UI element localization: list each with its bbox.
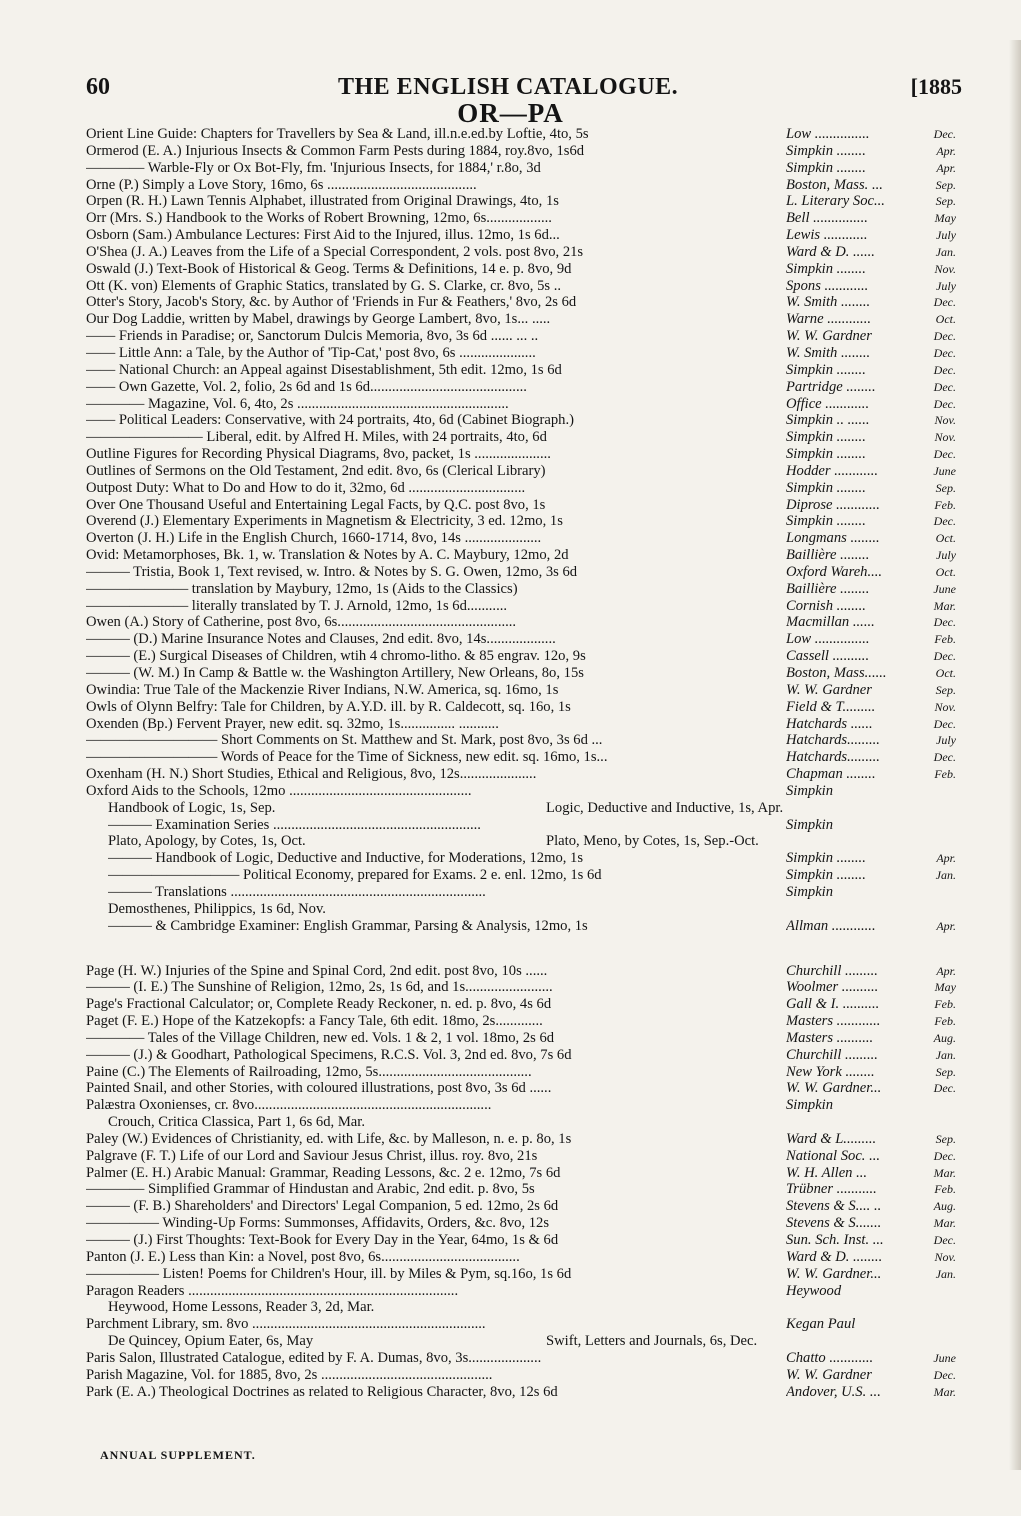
catalogue-entry bbox=[86, 1165, 958, 1182]
entry-title: Oswald (J.) Text-Book of Historical & Geog. Terms & Definitions, 14 e. p. 8vo, 9d bbox=[86, 260, 572, 277]
series-subentry bbox=[86, 800, 958, 817]
entry-date: Dec. bbox=[933, 615, 956, 630]
catalogue-entry bbox=[86, 1215, 958, 1232]
entry-publisher: Masters ............ bbox=[786, 1013, 881, 1030]
entry-date: Apr. bbox=[936, 918, 956, 933]
entry-title: ——— (J.) & Goodhart, Pathological Specimens, R.C.S. Vol. 3, 2nd ed. 8vo, 7s 6d bbox=[86, 1046, 572, 1063]
entry-date: Dec. bbox=[933, 514, 956, 529]
entry-title: —— Own Gazette, Vol. 2, folio, 2s 6d and 1s 6d........................................... bbox=[86, 378, 527, 395]
entry-date: Nov. bbox=[934, 1249, 956, 1264]
entry-title: ——— (E.) Surgical Diseases of Children, wtih 4 chromo-litho. & 85 engrav. 12o, 9s bbox=[86, 648, 586, 665]
catalogue-entry bbox=[86, 817, 958, 834]
entry-date: Feb. bbox=[934, 632, 956, 647]
catalogue-entry bbox=[86, 244, 958, 261]
entry-publisher: Office ............ bbox=[786, 395, 870, 412]
entry-publisher: Partridge ........ bbox=[786, 378, 876, 395]
entry-date: Sep. bbox=[935, 1064, 956, 1079]
catalogue-entry bbox=[86, 732, 958, 749]
entry-title: Palmer (E. H.) Arabic Manual: Grammar, Reading Lessons, &c. 2 e. 12mo, 7s 6d bbox=[86, 1164, 561, 1181]
series-subentry bbox=[86, 833, 958, 850]
entry-title: —— Political Leaders: Conservative, with 24 portraits, 4to, 6d (Cabinet Biograph.) bbox=[86, 412, 574, 429]
entry-title: ——— Examination Series ......................................................... bbox=[108, 816, 481, 833]
entry-publisher: W. Smith ........ bbox=[786, 344, 871, 361]
catalogue-entry bbox=[86, 996, 958, 1013]
entry-title: Ormerod (E. A.) Injurious Insects & Common Farm Pests during 1884, roy.8vo, 1s6d bbox=[86, 142, 585, 159]
catalogue-entry bbox=[86, 1064, 958, 1081]
subentry-left: Crouch, Critica Classica, Part 1, 6s 6d, Mar. bbox=[108, 1114, 365, 1131]
entry-date: July bbox=[936, 278, 956, 293]
catalogue-entry bbox=[86, 463, 958, 480]
entry-title: Outpost Duty: What to Do and How to do it, 32mo, 6d ................................ bbox=[86, 479, 526, 496]
entry-date: Mar. bbox=[933, 1384, 956, 1399]
catalogue-entry bbox=[86, 412, 958, 429]
catalogue-entry bbox=[86, 1097, 958, 1114]
entry-date: Nov. bbox=[934, 699, 956, 714]
entry-title: ———————— Liberal, edit. by Alfred H. Miles, with 24 portraits, 4to, 6d bbox=[86, 429, 547, 446]
catalogue-entry bbox=[86, 716, 958, 733]
entry-date: Feb. bbox=[934, 997, 956, 1012]
catalogue-entry bbox=[86, 513, 958, 530]
entry-date: Dec. bbox=[933, 649, 956, 664]
entry-publisher: Simpkin ........ bbox=[786, 867, 866, 884]
entry-publisher: W. W. Gardner bbox=[786, 328, 872, 345]
entry-title: Panton (J. E.) Less than Kin: a Novel, post 8vo, 6s...................................... bbox=[86, 1248, 520, 1265]
entry-date: Dec. bbox=[933, 1233, 956, 1247]
entry-title: Paley (W.) Evidences of Christianity, ed. with Life, &c. by Malleson, n. e. p. 8o, 1s bbox=[86, 1130, 572, 1147]
entry-title: Palæstra Oxonienses, cr. 8vo................................................................. bbox=[86, 1097, 492, 1114]
entry-title: Orient Line Guide: Chapters for Travellers by Sea & Land, ill.n.e.ed.by Loftie, 4to, 5s bbox=[86, 126, 589, 142]
catalogue-entry bbox=[86, 614, 958, 631]
entry-publisher: Bell ............... bbox=[786, 210, 868, 227]
entry-title: ————————— Political Economy, prepared for Exams. 2 e. enl. 12mo, 1s 6d bbox=[108, 867, 602, 884]
catalogue-entry bbox=[86, 598, 958, 615]
entry-date: Nov. bbox=[934, 413, 956, 428]
entry-publisher: Heywood bbox=[786, 1282, 842, 1299]
entry-publisher: Boston, Mass...... bbox=[786, 665, 887, 681]
entry-publisher: Allman ............ bbox=[786, 917, 876, 934]
subentry-left: Demosthenes, Philippics, 1s 6d, Nov. bbox=[108, 900, 326, 917]
series-subentry bbox=[86, 1333, 958, 1350]
entry-date: June bbox=[933, 463, 956, 478]
entry-publisher: National Soc. ... bbox=[786, 1147, 881, 1164]
entry-publisher: Hatchards......... bbox=[786, 732, 880, 749]
entry-publisher: Longmans ........ bbox=[786, 530, 880, 547]
entry-date: Dec. bbox=[933, 1081, 956, 1096]
entry-title: ——— (J.) First Thoughts: Text-Book for Every Day in the Year, 64mo, 1s & 6d bbox=[86, 1232, 559, 1248]
entry-date: Dec. bbox=[933, 362, 956, 377]
entry-title: Owindia: True Tale of the Mackenzie River Indians, N.W. America, sq. 16mo, 1s bbox=[86, 681, 559, 698]
entry-title: Paris Salon, Illustrated Catalogue, edited by F. A. Dumas, 8vo, 3s.................... bbox=[86, 1349, 542, 1366]
entry-publisher: Spons ............ bbox=[786, 277, 869, 294]
entry-date: Sep. bbox=[935, 480, 956, 495]
entry-title: —— National Church: an Appeal against Disestablishment, 5th edit. 12mo, 1s 6d bbox=[86, 361, 562, 378]
catalogue-entry bbox=[86, 1367, 958, 1384]
entry-date: Sep. bbox=[935, 194, 956, 209]
entry-title: Overton (J. H.) Life in the English Church, 1660-1714, 8vo, 14s ..................... bbox=[86, 530, 542, 547]
entry-title: Ott (K. von) Elements of Graphic Statics, translated by G. S. Clarke, cr. 8vo, 5s .. bbox=[86, 277, 562, 294]
entry-date: Aug. bbox=[933, 1030, 956, 1045]
entry-publisher: Simpkin ........ bbox=[786, 260, 866, 277]
entry-date: Apr. bbox=[936, 963, 956, 978]
entry-publisher: Churchill ......... bbox=[786, 962, 878, 979]
entry-publisher: Field & T......... bbox=[786, 698, 876, 715]
entry-date: Jan. bbox=[935, 1266, 956, 1281]
catalogue-entry bbox=[86, 699, 958, 716]
catalogue-entry bbox=[86, 766, 958, 783]
entry-publisher: Ward & D. ........ bbox=[786, 1248, 883, 1265]
entry-publisher: W. W. Gardner bbox=[786, 681, 872, 698]
entry-publisher: W. W. Gardner... bbox=[786, 1265, 882, 1282]
entry-date: Dec. bbox=[933, 379, 956, 394]
entry-publisher: Gall & I. .......... bbox=[786, 996, 880, 1013]
entry-title: Owen (A.) Story of Catherine, post 8vo, 6s................................................. bbox=[86, 614, 517, 631]
catalogue-entry bbox=[86, 345, 958, 362]
entry-title: ——————— translation by Maybury, 12mo, 1s (Aids to the Classics) bbox=[86, 580, 518, 597]
entry-date: Feb. bbox=[934, 1014, 956, 1029]
entry-publisher: Simpkin ........ bbox=[786, 513, 866, 530]
catalogue-entry bbox=[86, 379, 958, 396]
entry-title: ———— Magazine, Vol. 6, 4to, 2s .......................................................... bbox=[86, 395, 509, 412]
entry-title: ——— (I. E.) The Sunshine of Religion, 12mo, 2s, 1s 6d, and 1s........................ bbox=[86, 979, 553, 996]
entry-title: Paget (F. E.) Hope of the Katzekopfs: a Fancy Tale, 6th edit. 18mo, 2s............. bbox=[86, 1013, 543, 1030]
catalogue-entry bbox=[86, 884, 958, 901]
entry-title: Paragon Readers .......................................................................... bbox=[86, 1282, 459, 1299]
entry-title: Parish Magazine, Vol. for 1885, 8vo, 2s ............................................... bbox=[86, 1366, 493, 1383]
catalogue-entry bbox=[86, 429, 958, 446]
entry-publisher: Oxford Wareh.... bbox=[786, 563, 883, 580]
entry-date: Nov. bbox=[934, 261, 956, 276]
entry-date: Dec. bbox=[933, 127, 956, 141]
section-heading: OR—PA bbox=[457, 98, 564, 128]
entry-date: Feb. bbox=[934, 497, 956, 512]
entry-date: Jan. bbox=[935, 1047, 956, 1062]
catalogue-entry bbox=[86, 126, 958, 143]
catalogue-entry bbox=[86, 1047, 958, 1064]
entry-title: Parchment Library, sm. 8vo ................................................................ bbox=[86, 1316, 486, 1333]
catalogue-entry bbox=[86, 1232, 958, 1249]
entry-date: Apr. bbox=[936, 851, 956, 866]
entry-publisher: Woolmer .......... bbox=[786, 979, 879, 996]
entry-title: Oxford Aids to the Schools, 12mo .................................................. bbox=[86, 782, 472, 799]
entry-publisher: Simpkin bbox=[786, 816, 834, 833]
catalogue-entry bbox=[86, 581, 958, 598]
entry-date: July bbox=[936, 548, 956, 563]
entry-title: Park (E. A.) Theological Doctrines as related to Religious Character, 8vo, 12s 6d bbox=[86, 1383, 558, 1400]
entry-date: Dec. bbox=[933, 1148, 956, 1163]
entry-publisher: Sun. Sch. Inst. ... bbox=[786, 1232, 884, 1248]
entry-title: Over One Thousand Useful and Entertaining Legal Facts, by Q.C. post 8vo, 1s bbox=[86, 496, 546, 513]
catalogue-entry bbox=[86, 1030, 958, 1047]
entry-date: Dec. bbox=[933, 1367, 956, 1382]
section-gap bbox=[86, 935, 958, 963]
entry-publisher: Simpkin bbox=[786, 1097, 834, 1114]
entry-title: Otter's Story, Jacob's Story, &c. by Author of 'Friends in Fur & Feathers,' 8vo, 2s 6d bbox=[86, 294, 577, 311]
entry-date: Jan. bbox=[935, 244, 956, 259]
entry-publisher: Warne ............ bbox=[786, 311, 871, 328]
entry-title: Orne (P.) Simply a Love Story, 16mo, 6s ......................................... bbox=[86, 176, 477, 193]
entry-date: Feb. bbox=[934, 767, 956, 782]
entry-title: ————— Listen! Poems for Children's Hour, ill. by Miles & Pym, sq.16o, 1s 6d bbox=[86, 1265, 572, 1282]
entry-date: Oct. bbox=[935, 312, 956, 327]
catalogue-entry bbox=[86, 1148, 958, 1165]
subentry-left: Handbook of Logic, 1s, Sep. bbox=[108, 799, 276, 816]
page-number: 60 bbox=[86, 74, 110, 100]
catalogue-entry bbox=[86, 979, 958, 996]
catalogue-entry bbox=[86, 497, 958, 514]
entry-publisher: Hatchards ...... bbox=[786, 715, 873, 732]
entry-publisher: W. Smith ........ bbox=[786, 294, 871, 311]
subentry-right: Plato, Meno, by Cotes, 1s, Sep.-Oct. bbox=[546, 833, 759, 850]
entry-title: Page (H. W.) Injuries of the Spine and Spinal Cord, 2nd edit. post 8vo, 10s ...... bbox=[86, 962, 548, 979]
entry-title: ——— Tristia, Book 1, Text revised, w. Intro. & Notes by S. G. Owen, 12mo, 3s 6d bbox=[86, 563, 578, 580]
catalogue-entry bbox=[86, 850, 958, 867]
entry-date: July bbox=[936, 733, 956, 748]
entry-date: Mar. bbox=[933, 1165, 956, 1180]
entry-title: Oxenham (H. N.) Short Studies, Ethical and Religious, 8vo, 12s..................... bbox=[86, 766, 537, 783]
entry-date: Dec. bbox=[933, 329, 956, 344]
catalogue-entry bbox=[86, 1013, 958, 1030]
catalogue-entry bbox=[86, 631, 958, 648]
entry-publisher: Ward & L......... bbox=[786, 1130, 877, 1147]
catalogue-entry bbox=[86, 1350, 958, 1367]
entry-publisher: New York ........ bbox=[786, 1063, 875, 1080]
catalogue-entry bbox=[86, 530, 958, 547]
entry-publisher: Low ............... bbox=[786, 631, 870, 648]
catalogue-entry bbox=[86, 682, 958, 699]
entry-title: ———— Warble-Fly or Ox Bot-Fly, fm. 'Injurious Insects, for 1884,' r.8o, 3d bbox=[86, 159, 541, 176]
entry-date: Aug. bbox=[933, 1199, 956, 1214]
entry-date: June bbox=[933, 581, 956, 596]
catalogue-entry bbox=[86, 749, 958, 766]
series-subentry bbox=[86, 1299, 958, 1316]
catalogue-entry bbox=[86, 918, 958, 935]
entry-publisher: L. Literary Soc... bbox=[786, 193, 885, 210]
entry-title: ————————— Short Comments on St. Matthew and St. Mark, post 8vo, 3s 6d ... bbox=[86, 732, 603, 749]
entry-title: Osborn (Sam.) Ambulance Lectures: First Aid to the Injured, illus. 12mo, 1s 6d... bbox=[86, 227, 560, 244]
entry-date: Sep. bbox=[935, 682, 956, 697]
entry-title: Overend (J.) Elementary Experiments in Magnetism & Electricity, 3 ed. 12mo, 1s bbox=[86, 513, 563, 530]
catalogue-entry bbox=[86, 564, 958, 581]
entry-title: ————————— Words of Peace for the Time of Sickness, new edit. sq. 16mo, 1s... bbox=[86, 749, 608, 766]
catalogue-entry bbox=[86, 1181, 958, 1198]
entry-title: —— Little Ann: a Tale, by the Author of 'Tip-Cat,' post 8vo, 6s ..................... bbox=[86, 344, 536, 361]
entry-publisher: Andover, U.S. ... bbox=[786, 1383, 881, 1400]
entry-date: Mar. bbox=[933, 598, 956, 613]
catalogue-entry bbox=[86, 143, 958, 160]
page-edge-shadow bbox=[1009, 40, 1021, 1470]
catalogue-entry bbox=[86, 328, 958, 345]
series-subentry bbox=[86, 901, 958, 918]
entry-date: Oct. bbox=[935, 531, 956, 546]
subentry-right: Swift, Letters and Journals, 6s, Dec. bbox=[546, 1333, 758, 1350]
catalogue-entry bbox=[86, 480, 958, 497]
entry-publisher: Simpkin bbox=[786, 883, 834, 900]
entry-publisher: Chapman ........ bbox=[786, 766, 876, 783]
entry-publisher: Stevens & S....... bbox=[786, 1215, 882, 1232]
entry-title: Painted Snail, and other Stories, with coloured illustrations, post 8vo, 3s 6d ...... bbox=[86, 1080, 552, 1097]
entry-publisher: Masters .......... bbox=[786, 1029, 874, 1046]
catalogue-entry bbox=[86, 1316, 958, 1333]
entry-title: Page's Fractional Calculator; or, Complete Ready Reckoner, n. ed. p. 8vo, 4s 6d bbox=[86, 996, 552, 1013]
entry-publisher: Kegan Paul bbox=[786, 1316, 856, 1333]
entry-publisher: W. W. Gardner... bbox=[786, 1080, 882, 1097]
running-title: THE ENGLISH CATALOGUE. bbox=[338, 74, 679, 100]
entry-publisher: Cassell .......... bbox=[786, 648, 870, 665]
entry-date: Sep. bbox=[935, 177, 956, 192]
entry-date: Oct. bbox=[935, 666, 956, 680]
catalogue-entry bbox=[86, 1080, 958, 1097]
entry-date: Dec. bbox=[933, 716, 956, 731]
page-footnote: ANNUAL SUPPLEMENT. bbox=[100, 1448, 256, 1462]
entry-publisher: Low ............... bbox=[786, 126, 870, 142]
entry-publisher: Trübner ........... bbox=[786, 1181, 877, 1198]
catalogue-entry bbox=[86, 362, 958, 379]
catalogue-entry bbox=[86, 867, 958, 884]
catalogue-entry bbox=[86, 783, 958, 800]
entry-title: ————— Winding-Up Forms: Summonses, Affidavits, Orders, &c. 8vo, 12s bbox=[86, 1215, 550, 1232]
entry-title: Orr (Mrs. S.) Handbook to the Works of Robert Browning, 12mo, 6s.................. bbox=[86, 210, 552, 227]
entry-publisher: Ward & D. ...... bbox=[786, 243, 875, 260]
entry-title: O'Shea (J. A.) Leaves from the Life of a Special Correspondent, 2 vols. post 8vo, 21s bbox=[86, 243, 584, 260]
entry-title: Orpen (R. H.) Lawn Tennis Alphabet, illustrated from Original Drawings, 4to, 1s bbox=[86, 193, 559, 210]
entry-date: July bbox=[936, 228, 956, 243]
entry-title: ——— & Cambridge Examiner: English Grammar, Parsing & Analysis, 12mo, 1s bbox=[108, 917, 588, 934]
entry-publisher: Simpkin .. ...... bbox=[786, 412, 870, 429]
entry-title: ——— Translations ...................................................................... bbox=[108, 883, 486, 900]
entry-publisher: Hodder ............ bbox=[786, 462, 879, 479]
subentry-left: De Quincey, Opium Eater, 6s, May bbox=[108, 1333, 314, 1350]
entry-publisher: Simpkin ........ bbox=[786, 159, 866, 176]
entry-publisher: Baillière ........ bbox=[786, 580, 870, 597]
catalogue-entry bbox=[86, 1249, 958, 1266]
entry-date: Oct. bbox=[935, 564, 956, 579]
entry-publisher: Simpkin ........ bbox=[786, 361, 866, 378]
entry-date: Dec. bbox=[933, 396, 956, 411]
catalogue-entry bbox=[86, 261, 958, 278]
entry-publisher: Churchill ......... bbox=[786, 1046, 878, 1063]
entry-title: ——————— literally translated by T. J. Arnold, 12mo, 1s 6d........... bbox=[86, 597, 508, 614]
entry-date: Dec. bbox=[933, 345, 956, 360]
entry-date: Feb. bbox=[934, 1182, 956, 1197]
catalogue-entry bbox=[86, 1283, 958, 1300]
entry-title: ———— Tales of the Village Children, new ed. Vols. 1 & 2, 1 vol. 18mo, 2s 6d bbox=[86, 1029, 555, 1046]
subentry-left: Heywood, Home Lessons, Reader 3, 2d, Mar. bbox=[108, 1299, 375, 1316]
entry-title: Palgrave (F. T.) Life of our Lord and Saviour Jesus Christ, illus. roy. 8vo, 21s bbox=[86, 1147, 538, 1164]
catalogue-entry bbox=[86, 1131, 958, 1148]
subentry-right: Logic, Deductive and Inductive, 1s, Apr. bbox=[546, 799, 784, 816]
catalogue-entry bbox=[86, 1266, 958, 1283]
entry-date: Dec. bbox=[933, 750, 956, 765]
catalogue-entry bbox=[86, 446, 958, 463]
entry-title: Ovid: Metamorphoses, Bk. 1, w. Translation & Notes by A. C. Maybury, 12mo, 2d bbox=[86, 547, 569, 564]
entry-title: Paine (C.) The Elements of Railroading, 12mo, 5s.......................................... bbox=[86, 1063, 532, 1080]
entry-publisher: Simpkin ........ bbox=[786, 850, 866, 867]
catalogue-entry bbox=[86, 665, 958, 682]
header-year: [1885 bbox=[910, 74, 962, 99]
entry-title: ——— (D.) Marine Insurance Notes and Clauses, 2nd edit. 8vo, 14s................... bbox=[86, 631, 556, 648]
catalogue-entries bbox=[86, 126, 958, 1400]
entry-title: —— Friends in Paradise; or, Sanctorum Dulcis Memoria, 8vo, 3s 6d ...... ... .. bbox=[86, 328, 539, 345]
entry-publisher: Simpkin ........ bbox=[786, 446, 866, 463]
entry-date: Apr. bbox=[936, 143, 956, 158]
entry-date: Dec. bbox=[933, 295, 956, 310]
catalogue-entry bbox=[86, 396, 958, 413]
catalogue-entry bbox=[86, 278, 958, 295]
entry-publisher: Chatto ............ bbox=[786, 1349, 874, 1366]
entry-publisher: Baillière ........ bbox=[786, 547, 870, 564]
entry-title: Outlines of Sermons on the Old Testament, 2nd edit. 8vo, 6s (Clerical Library) bbox=[86, 462, 546, 479]
entry-publisher: Diprose ............ bbox=[786, 496, 880, 513]
entry-date: Sep. bbox=[935, 1131, 956, 1146]
entry-title: Outline Figures for Recording Physical Diagrams, 8vo, packet, 1s ..................... bbox=[86, 446, 551, 463]
entry-title: ———— Simplified Grammar of Hindustan and Arabic, 2nd edit. p. 8vo, 5s bbox=[86, 1181, 535, 1198]
catalogue-entry bbox=[86, 547, 958, 564]
entry-publisher: Simpkin ........ bbox=[786, 429, 866, 446]
series-subentry bbox=[86, 1114, 958, 1131]
entry-publisher: Hatchards......... bbox=[786, 749, 880, 766]
entry-date: June bbox=[933, 1350, 956, 1365]
entry-title: ——— (W. M.) In Camp & Battle w. the Washington Artillery, New Orleans, 8o, 15s bbox=[86, 665, 584, 681]
entry-publisher: Stevens & S.... .. bbox=[786, 1198, 882, 1215]
entry-title: ——— (F. B.) Shareholders' and Directors' Legal Companion, 5 ed. 12mo, 2s 6d bbox=[86, 1198, 559, 1215]
entry-publisher: Boston, Mass. ... bbox=[786, 176, 883, 193]
entry-publisher: W. W. Gardner bbox=[786, 1366, 872, 1383]
catalogue-entry bbox=[86, 177, 958, 194]
catalogue-entry bbox=[86, 648, 958, 665]
catalogue-entry bbox=[86, 294, 958, 311]
entry-date: May bbox=[934, 980, 956, 995]
entry-date: Jan. bbox=[935, 868, 956, 883]
catalogue-entry bbox=[86, 311, 958, 328]
entry-title: Our Dog Laddie, written by Mabel, drawings by George Lambert, 8vo, 1s... ..... bbox=[86, 311, 551, 328]
entry-publisher: Cornish ........ bbox=[786, 597, 866, 614]
catalogue-entry bbox=[86, 210, 958, 227]
entry-date: Mar. bbox=[933, 1216, 956, 1231]
entry-publisher: Lewis ............ bbox=[786, 227, 868, 244]
entry-date: May bbox=[934, 211, 956, 226]
catalogue-entry bbox=[86, 160, 958, 177]
catalogue-entry bbox=[86, 1384, 958, 1401]
entry-publisher: W. H. Allen ... bbox=[786, 1164, 868, 1181]
entry-title: ——— Handbook of Logic, Deductive and Inductive, for Moderations, 12mo, 1s bbox=[108, 850, 584, 867]
entry-date: Nov. bbox=[934, 430, 956, 445]
catalogue-entry bbox=[86, 1198, 958, 1215]
catalogue-entry bbox=[86, 227, 958, 244]
entry-date: Dec. bbox=[933, 447, 956, 462]
subentry-left: Plato, Apology, by Cotes, 1s, Oct. bbox=[108, 833, 306, 850]
entry-date: Apr. bbox=[936, 160, 956, 175]
catalogue-entry bbox=[86, 193, 958, 210]
entry-title: Owls of Olynn Belfry: Tale for Children, by A.Y.D. ill. by R. Caldecott, sq. 16o, 1s bbox=[86, 698, 571, 715]
entry-title: Oxenden (Bp.) Fervent Prayer, new edit. sq. 32mo, 1s............... ........... bbox=[86, 715, 499, 732]
entry-publisher: Simpkin ........ bbox=[786, 142, 866, 159]
catalogue-entry bbox=[86, 963, 958, 980]
entry-publisher: Simpkin bbox=[786, 782, 834, 799]
entry-publisher: Macmillan ...... bbox=[786, 614, 875, 631]
entry-publisher: Simpkin ........ bbox=[786, 479, 866, 496]
